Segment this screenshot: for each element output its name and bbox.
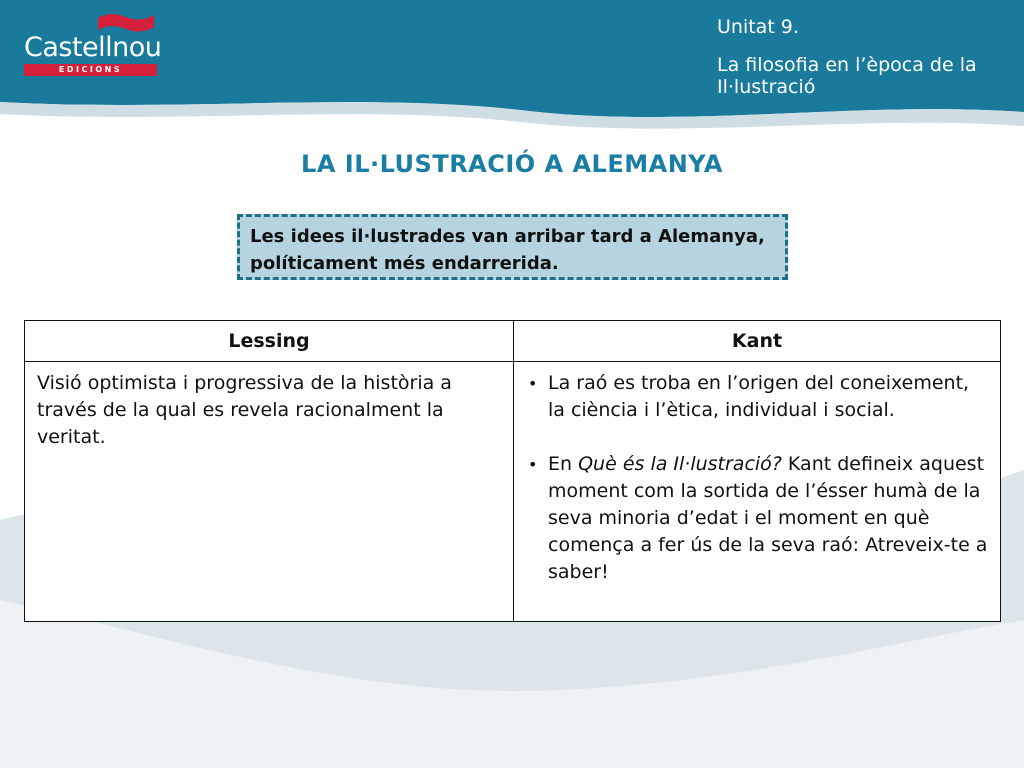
lessing-cell	[25, 362, 514, 622]
table-row	[25, 362, 1001, 622]
kant-cell	[514, 362, 1001, 622]
header-lessing: Lessing	[25, 321, 514, 362]
kant-point-2-rest: Kant defineix aquest moment com la sortida de l’ésser humà de la seva minoria d’edat i el moment en què comença a fer ús de la seva raó: Atreveix-te a saber!	[548, 453, 988, 583]
table-header-row	[25, 321, 1001, 362]
slide-title: LA IL·LUSTRACIÓ A ALEMANYA	[301, 150, 723, 178]
kant-points	[526, 370, 988, 586]
flag-icon	[96, 10, 156, 34]
brand-subtitle: EDICIONS	[24, 64, 157, 76]
comparison-table	[24, 320, 1001, 622]
callout-box: Les idees il·lustrades van arribar tard a Alemanya, políticament més endarrerida.	[237, 214, 788, 280]
header-kant: Kant	[514, 321, 1001, 362]
unit-number: Unitat 9.	[717, 16, 799, 38]
list-item	[526, 451, 988, 586]
kant-point-2-prefix: En	[548, 453, 579, 475]
kant-point-1: La raó es troba en l’origen del coneixement, la ciència i l’ètica, individual i social.	[548, 372, 970, 421]
lessing-text: Visió optimista i progressiva de la història a través de la qual es revela racionalment la veritat.	[37, 372, 452, 448]
book-title: Què és la Il·lustració?	[578, 453, 782, 475]
castellnou-logo	[22, 10, 162, 80]
list-item	[526, 370, 988, 424]
unit-header	[717, 16, 1007, 98]
brand-name: Castellnou	[24, 32, 162, 63]
unit-topic: La filosofia en l’època de la Il·lustració	[717, 54, 977, 98]
